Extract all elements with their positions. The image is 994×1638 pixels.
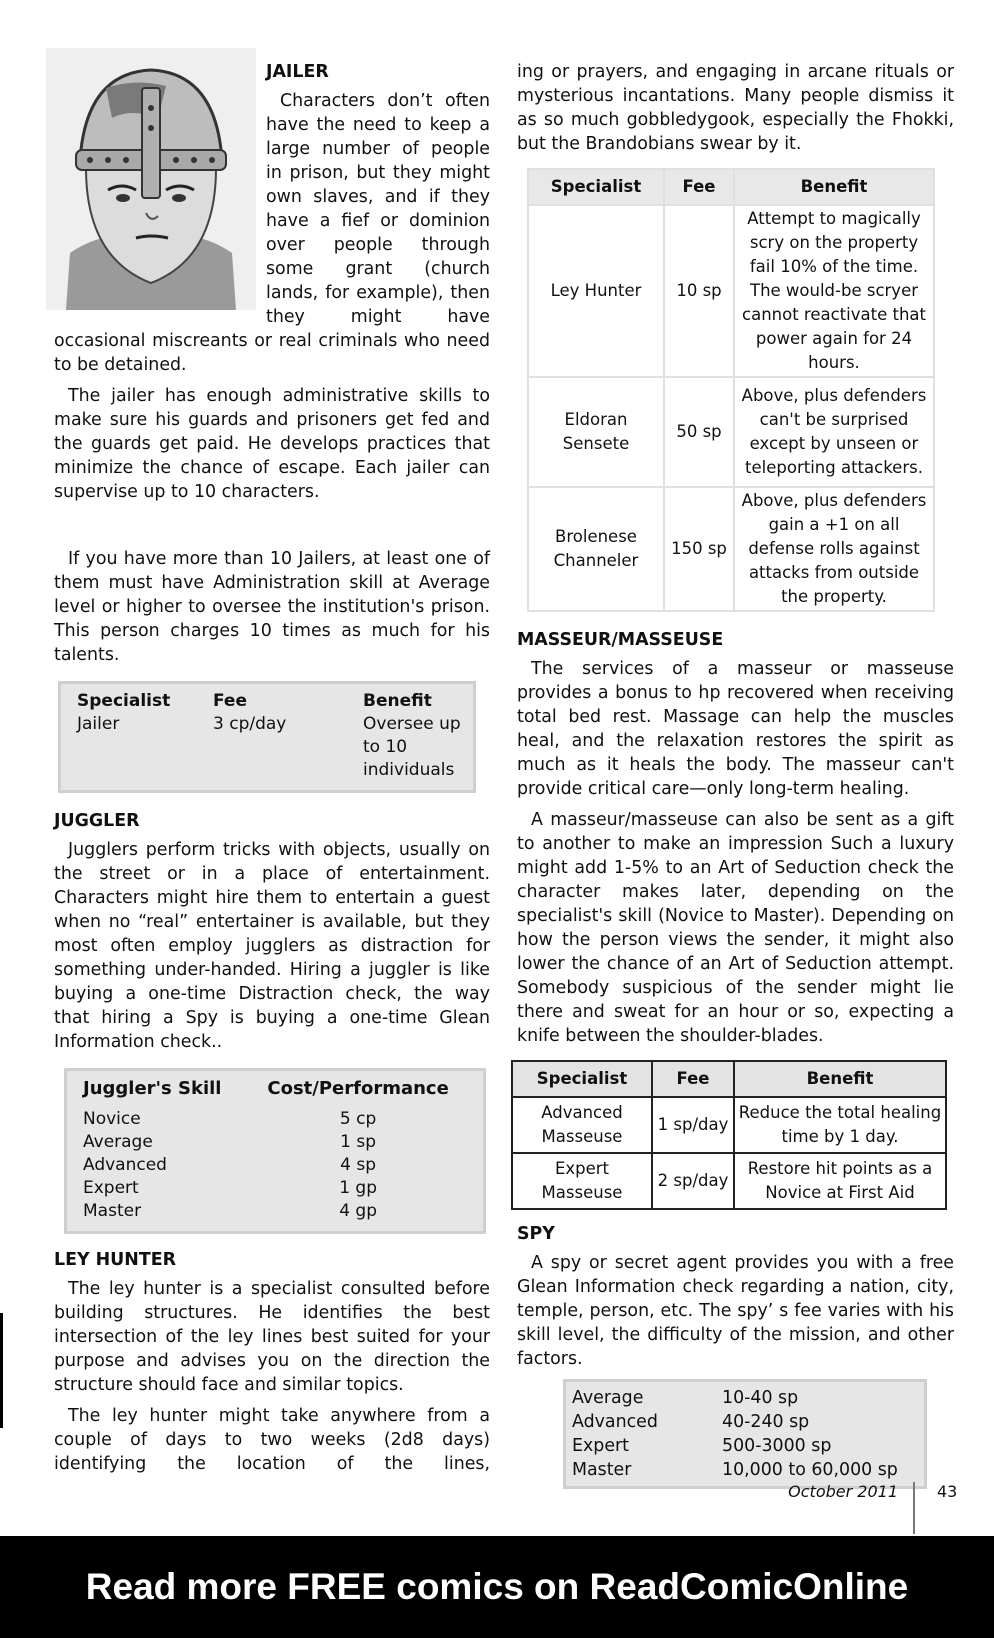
table-row (83, 1108, 467, 1131)
table-cell: Attempt to magically scry on the property fail 10% of the time. The would-be scryer cannot reactivate that power again for 24 hours. (734, 205, 934, 377)
table-row (83, 1200, 467, 1223)
table-row (572, 1458, 924, 1482)
jailer-fee-table (58, 681, 476, 793)
masseur-heading: MASSEUR/MASSEUSE (517, 630, 724, 650)
table-cell: 150 sp (664, 487, 734, 611)
table-cell: 5 cp (339, 1109, 377, 1129)
jailer-table-header-fee: Fee (213, 691, 247, 711)
table-cell: Ley Hunter (528, 205, 664, 377)
table-cell: Average (83, 1132, 153, 1152)
jailer-illustration (46, 48, 256, 310)
table-cell: Novice (83, 1109, 141, 1129)
masseur-fee-table (511, 1060, 947, 1210)
juggler-table-header-skill: Juggler's Skill (83, 1078, 222, 1099)
table-cell: 4 sp (340, 1155, 377, 1175)
table-cell: 1 sp/day (652, 1097, 734, 1153)
jailer-portrait (46, 48, 256, 310)
promo-banner[interactable] (0, 1536, 994, 1638)
jailer-paragraph-2: The jailer has enough administrative skills to make sure his guards and prisoners get fed and the guards get paid. He develops practices that minimize the chance of escape. Each jailer can supervise up to 10 characters. (54, 386, 490, 502)
masseur-table-header-fee: Fee (652, 1061, 734, 1097)
left-column (54, 60, 490, 1483)
jailer-heading: JAILER (266, 62, 329, 82)
table-row (83, 1154, 467, 1177)
jailer-paragraph-3: If you have more than 10 Jailers, at least one of them must have Administration skill at Average level or higher to oversee the institution's prison. This person charges 10 times as much for his talents. (54, 549, 490, 665)
table-cell: Master (572, 1460, 632, 1480)
masseur-table-header-benefit: Benefit (734, 1061, 946, 1097)
table-row (572, 1410, 924, 1434)
table-cell: 10-40 sp (722, 1388, 799, 1408)
table-cell: Expert (572, 1436, 629, 1456)
table-cell: 4 gp (339, 1201, 378, 1221)
table-row (83, 1177, 467, 1200)
issue-date: October 2011 (788, 1482, 898, 1501)
juggler-heading: JUGGLER (54, 811, 140, 831)
table-cell: 2 sp/day (652, 1153, 734, 1209)
table-cell: Above, plus defenders gain a +1 on all defense rolls against attacks from outside the property. (734, 487, 934, 611)
jailer-table-header-benefit: Benefit (363, 691, 432, 711)
ley-hunter-paragraph-2-continued: ing or prayers, and engaging in arcane rituals or mysterious incantations. Many people dismiss it as so much gobbledygook, especially the Fhokki, but the Brandobians swear by it. (517, 62, 954, 154)
table-cell: 10 sp (664, 205, 734, 377)
ley-table-header-fee: Fee (664, 169, 734, 205)
table-row (572, 1386, 924, 1410)
edge-mark (0, 1313, 3, 1428)
table-row (528, 487, 934, 611)
jailer-paragraph-1: Characters don’t often have the need to keep a large number of people in prison, but they might own slaves, and if they have a fief or dominion over people through some grant (church lands, for example), then they might have occasional miscreants or real criminals who need to be detained. (54, 91, 490, 375)
table-cell: Advanced (83, 1155, 167, 1175)
masseur-paragraph-2: A masseur/masseuse can also be sent as a gift to another to make an impression Such a luxury might add 1-5% to an Art of Seduction check the character makes later, depending on the specialist's skill (Novice to Master). Depending on how the person views the sender, it might also lower the chance of an Art of Seduction attempt. Somebody suspicious of the sender might lie there and sweat for an hour or so, expecting a knife between the shoulder-blades. (517, 810, 954, 1046)
table-row (83, 1131, 467, 1154)
table-cell: Eldoran Sensete (528, 377, 664, 487)
ley-hunter-fee-table (527, 168, 935, 612)
spy-heading: SPY (517, 1224, 555, 1244)
page-number: 43 (937, 1482, 958, 1501)
spy-paragraph-1: A spy or secret agent provides you with a free Glean Information check regarding a nation, city, temple, person, etc. The spy’ s fee varies with his skill level, the difficulty of the mission, and other factors. (517, 1253, 954, 1369)
table-cell: Reduce the total healing time by 1 day. (734, 1097, 946, 1153)
table-row (77, 713, 473, 782)
table-cell: 40-240 sp (722, 1412, 810, 1432)
table-cell: Expert Masseuse (512, 1153, 652, 1209)
table-row (512, 1153, 946, 1209)
masseur-table-header-specialist: Specialist (512, 1061, 652, 1097)
juggler-table-header-cost: Cost/Performance (267, 1078, 449, 1099)
table-cell: 500-3000 sp (722, 1436, 832, 1456)
table-cell: Advanced (572, 1412, 658, 1432)
masseur-paragraph-1: The services of a masseur or masseuse provides a bonus to hp recovered when receiving total bed rest. Massage can help the muscles heal, and the relaxation restores the spirit as much as it heals the body. The masseur can't provide critical care—only long-term healing. (517, 659, 954, 799)
juggler-cost-table (64, 1068, 486, 1234)
ley-hunter-heading: LEY HUNTER (54, 1250, 176, 1270)
table-row (528, 377, 934, 487)
ley-hunter-paragraph-1: The ley hunter is a specialist consulted before building structures. He identifies the best intersection of the ley lines best suited for your purpose and advises you on the direction the structure should face and similar topics. (54, 1279, 490, 1395)
juggler-paragraph-1: Jugglers perform tricks with objects, usually on the street or in a place of entertainment. Characters might hire them to entertain a guest when no “real” entertainer is available, but they most often employ jugglers as distraction for something under-handed. Hiring a juggler is like buying a one-time Distraction check, the way that hiring a Spy is buying a one-time Glean Information check.. (54, 840, 490, 1052)
spy-fee-table (563, 1379, 927, 1489)
table-row (512, 1097, 946, 1153)
table-row (572, 1434, 924, 1458)
ley-table-header-specialist: Specialist (528, 169, 664, 205)
table-cell: 3 cp/day (213, 714, 287, 734)
page-footer (0, 1480, 994, 1536)
table-cell: Average (572, 1388, 644, 1408)
table-cell: Restore hit points as a Novice at First Aid (734, 1153, 946, 1209)
table-cell: Jailer (77, 714, 120, 734)
table-cell: Oversee up to 10 individuals (363, 714, 461, 780)
footer-divider (913, 1482, 915, 1534)
table-cell: Expert (83, 1178, 139, 1198)
table-cell: 1 gp (339, 1178, 378, 1198)
table-cell: Master (83, 1201, 142, 1221)
table-cell: Brolenese Channeler (528, 487, 664, 611)
table-cell: Advanced Masseuse (512, 1097, 652, 1153)
table-row (528, 205, 934, 377)
jailer-table-header-specialist: Specialist (77, 691, 171, 711)
table-cell: Above, plus defenders can't be surprised except by unseen or teleporting attackers. (734, 377, 934, 487)
ley-table-header-benefit: Benefit (734, 169, 934, 205)
promo-banner-text[interactable]: Read more FREE comics on ReadComicOnline (85, 1566, 909, 1607)
right-column (517, 60, 954, 1489)
table-cell: 50 sp (664, 377, 734, 487)
table-cell: 1 sp (340, 1132, 377, 1152)
table-cell: 10,000 to 60,000 sp (722, 1460, 898, 1480)
ley-hunter-paragraph-2: The ley hunter might take anywhere from a couple of days to two weeks (2d8 days) identifying the location of the lines, (54, 1406, 490, 1474)
